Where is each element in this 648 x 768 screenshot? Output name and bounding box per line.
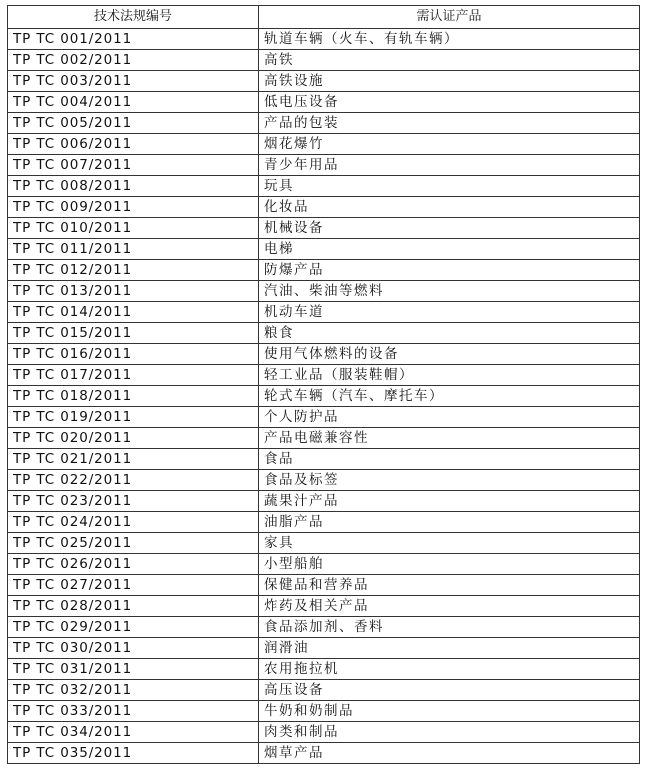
- product-cell: 轻工业品（服装鞋帽）: [259, 365, 640, 386]
- header-product: 需认证产品: [259, 6, 640, 29]
- product-cell: 食品: [259, 449, 640, 470]
- product-cell: 烟花爆竹: [259, 134, 640, 155]
- regulation-code-cell: TP TC 001/2011: [8, 29, 259, 50]
- table-row: [8, 113, 640, 134]
- regulation-code-cell: TP TC 020/2011: [8, 428, 259, 449]
- regulation-code-cell: TP TC 035/2011: [8, 743, 259, 764]
- table-row: [8, 176, 640, 197]
- regulation-code-cell: TP TC 005/2011: [8, 113, 259, 134]
- regulation-code-cell: TP TC 029/2011: [8, 617, 259, 638]
- table-row: [8, 449, 640, 470]
- regulation-code-cell: TP TC 006/2011: [8, 134, 259, 155]
- regulation-code-cell: TP TC 002/2011: [8, 50, 259, 71]
- table-row: [8, 386, 640, 407]
- regulation-code-cell: TP TC 017/2011: [8, 365, 259, 386]
- product-cell: 轨道车辆（火车、有轨车辆）: [259, 29, 640, 50]
- regulation-code-cell: TP TC 009/2011: [8, 197, 259, 218]
- regulation-code-cell: TP TC 025/2011: [8, 533, 259, 554]
- table-row: [8, 575, 640, 596]
- product-cell: 高铁设施: [259, 71, 640, 92]
- regulation-code-cell: TP TC 021/2011: [8, 449, 259, 470]
- product-cell: 产品电磁兼容性: [259, 428, 640, 449]
- table-row: [8, 638, 640, 659]
- table-row: [8, 428, 640, 449]
- product-cell: 机械设备: [259, 218, 640, 239]
- regulation-code-cell: TP TC 010/2011: [8, 218, 259, 239]
- table-row: [8, 491, 640, 512]
- regulation-code-cell: TP TC 033/2011: [8, 701, 259, 722]
- product-cell: 高铁: [259, 50, 640, 71]
- regulation-code-cell: TP TC 026/2011: [8, 554, 259, 575]
- regulation-code-cell: TP TC 030/2011: [8, 638, 259, 659]
- product-cell: 汽油、柴油等燃料: [259, 281, 640, 302]
- regulation-code-cell: TP TC 004/2011: [8, 92, 259, 113]
- regulation-code-cell: TP TC 013/2011: [8, 281, 259, 302]
- regulation-code-cell: TP TC 031/2011: [8, 659, 259, 680]
- table-row: [8, 701, 640, 722]
- product-cell: 油脂产品: [259, 512, 640, 533]
- product-cell: 炸药及相关产品: [259, 596, 640, 617]
- table-row: [8, 218, 640, 239]
- table-row: [8, 155, 640, 176]
- regulation-code-cell: TP TC 018/2011: [8, 386, 259, 407]
- table-row: [8, 365, 640, 386]
- product-cell: 小型船舶: [259, 554, 640, 575]
- regulation-code-cell: TP TC 015/2011: [8, 323, 259, 344]
- product-cell: 机动车道: [259, 302, 640, 323]
- product-cell: 高压设备: [259, 680, 640, 701]
- table-row: [8, 71, 640, 92]
- table-row: [8, 659, 640, 680]
- product-cell: 电梯: [259, 239, 640, 260]
- table-row: [8, 92, 640, 113]
- table-row: [8, 281, 640, 302]
- table-row: [8, 680, 640, 701]
- product-cell: 家具: [259, 533, 640, 554]
- regulation-code-cell: TP TC 007/2011: [8, 155, 259, 176]
- regulation-table: [7, 5, 640, 764]
- table-row: [8, 533, 640, 554]
- table-body: [8, 29, 640, 764]
- table-row: [8, 302, 640, 323]
- header-row: [8, 6, 640, 29]
- regulation-code-cell: TP TC 016/2011: [8, 344, 259, 365]
- product-cell: 玩具: [259, 176, 640, 197]
- table-row: [8, 554, 640, 575]
- regulation-code-cell: TP TC 024/2011: [8, 512, 259, 533]
- product-cell: 个人防护品: [259, 407, 640, 428]
- table-header: [8, 6, 640, 29]
- product-cell: 食品添加剂、香料: [259, 617, 640, 638]
- product-cell: 粮食: [259, 323, 640, 344]
- table-row: [8, 470, 640, 491]
- regulation-code-cell: TP TC 034/2011: [8, 722, 259, 743]
- product-cell: 防爆产品: [259, 260, 640, 281]
- regulation-code-cell: TP TC 022/2011: [8, 470, 259, 491]
- regulation-code-cell: TP TC 011/2011: [8, 239, 259, 260]
- table-row: [8, 407, 640, 428]
- product-cell: 润滑油: [259, 638, 640, 659]
- header-code: 技术法规编号: [8, 6, 259, 29]
- product-cell: 蔬果汁产品: [259, 491, 640, 512]
- product-cell: 肉类和制品: [259, 722, 640, 743]
- table-row: [8, 197, 640, 218]
- product-cell: 烟草产品: [259, 743, 640, 764]
- product-cell: 产品的包装: [259, 113, 640, 134]
- regulation-code-cell: TP TC 003/2011: [8, 71, 259, 92]
- table-row: [8, 239, 640, 260]
- regulation-code-cell: TP TC 014/2011: [8, 302, 259, 323]
- product-cell: 使用气体燃料的设备: [259, 344, 640, 365]
- product-cell: 保健品和营养品: [259, 575, 640, 596]
- table-row: [8, 512, 640, 533]
- regulation-code-cell: TP TC 032/2011: [8, 680, 259, 701]
- table-row: [8, 50, 640, 71]
- table-row: [8, 617, 640, 638]
- product-cell: 食品及标签: [259, 470, 640, 491]
- regulation-code-cell: TP TC 028/2011: [8, 596, 259, 617]
- table-row: [8, 260, 640, 281]
- regulation-code-cell: TP TC 012/2011: [8, 260, 259, 281]
- table-row: [8, 596, 640, 617]
- regulation-code-cell: TP TC 008/2011: [8, 176, 259, 197]
- product-cell: 牛奶和奶制品: [259, 701, 640, 722]
- table-row: [8, 29, 640, 50]
- product-cell: 农用拖拉机: [259, 659, 640, 680]
- regulation-code-cell: TP TC 019/2011: [8, 407, 259, 428]
- regulation-code-cell: TP TC 023/2011: [8, 491, 259, 512]
- table-row: [8, 743, 640, 764]
- product-cell: 化妆品: [259, 197, 640, 218]
- table-row: [8, 344, 640, 365]
- table-row: [8, 722, 640, 743]
- product-cell: 低电压设备: [259, 92, 640, 113]
- regulation-code-cell: TP TC 027/2011: [8, 575, 259, 596]
- table-row: [8, 323, 640, 344]
- product-cell: 轮式车辆（汽车、摩托车）: [259, 386, 640, 407]
- product-cell: 青少年用品: [259, 155, 640, 176]
- table-row: [8, 134, 640, 155]
